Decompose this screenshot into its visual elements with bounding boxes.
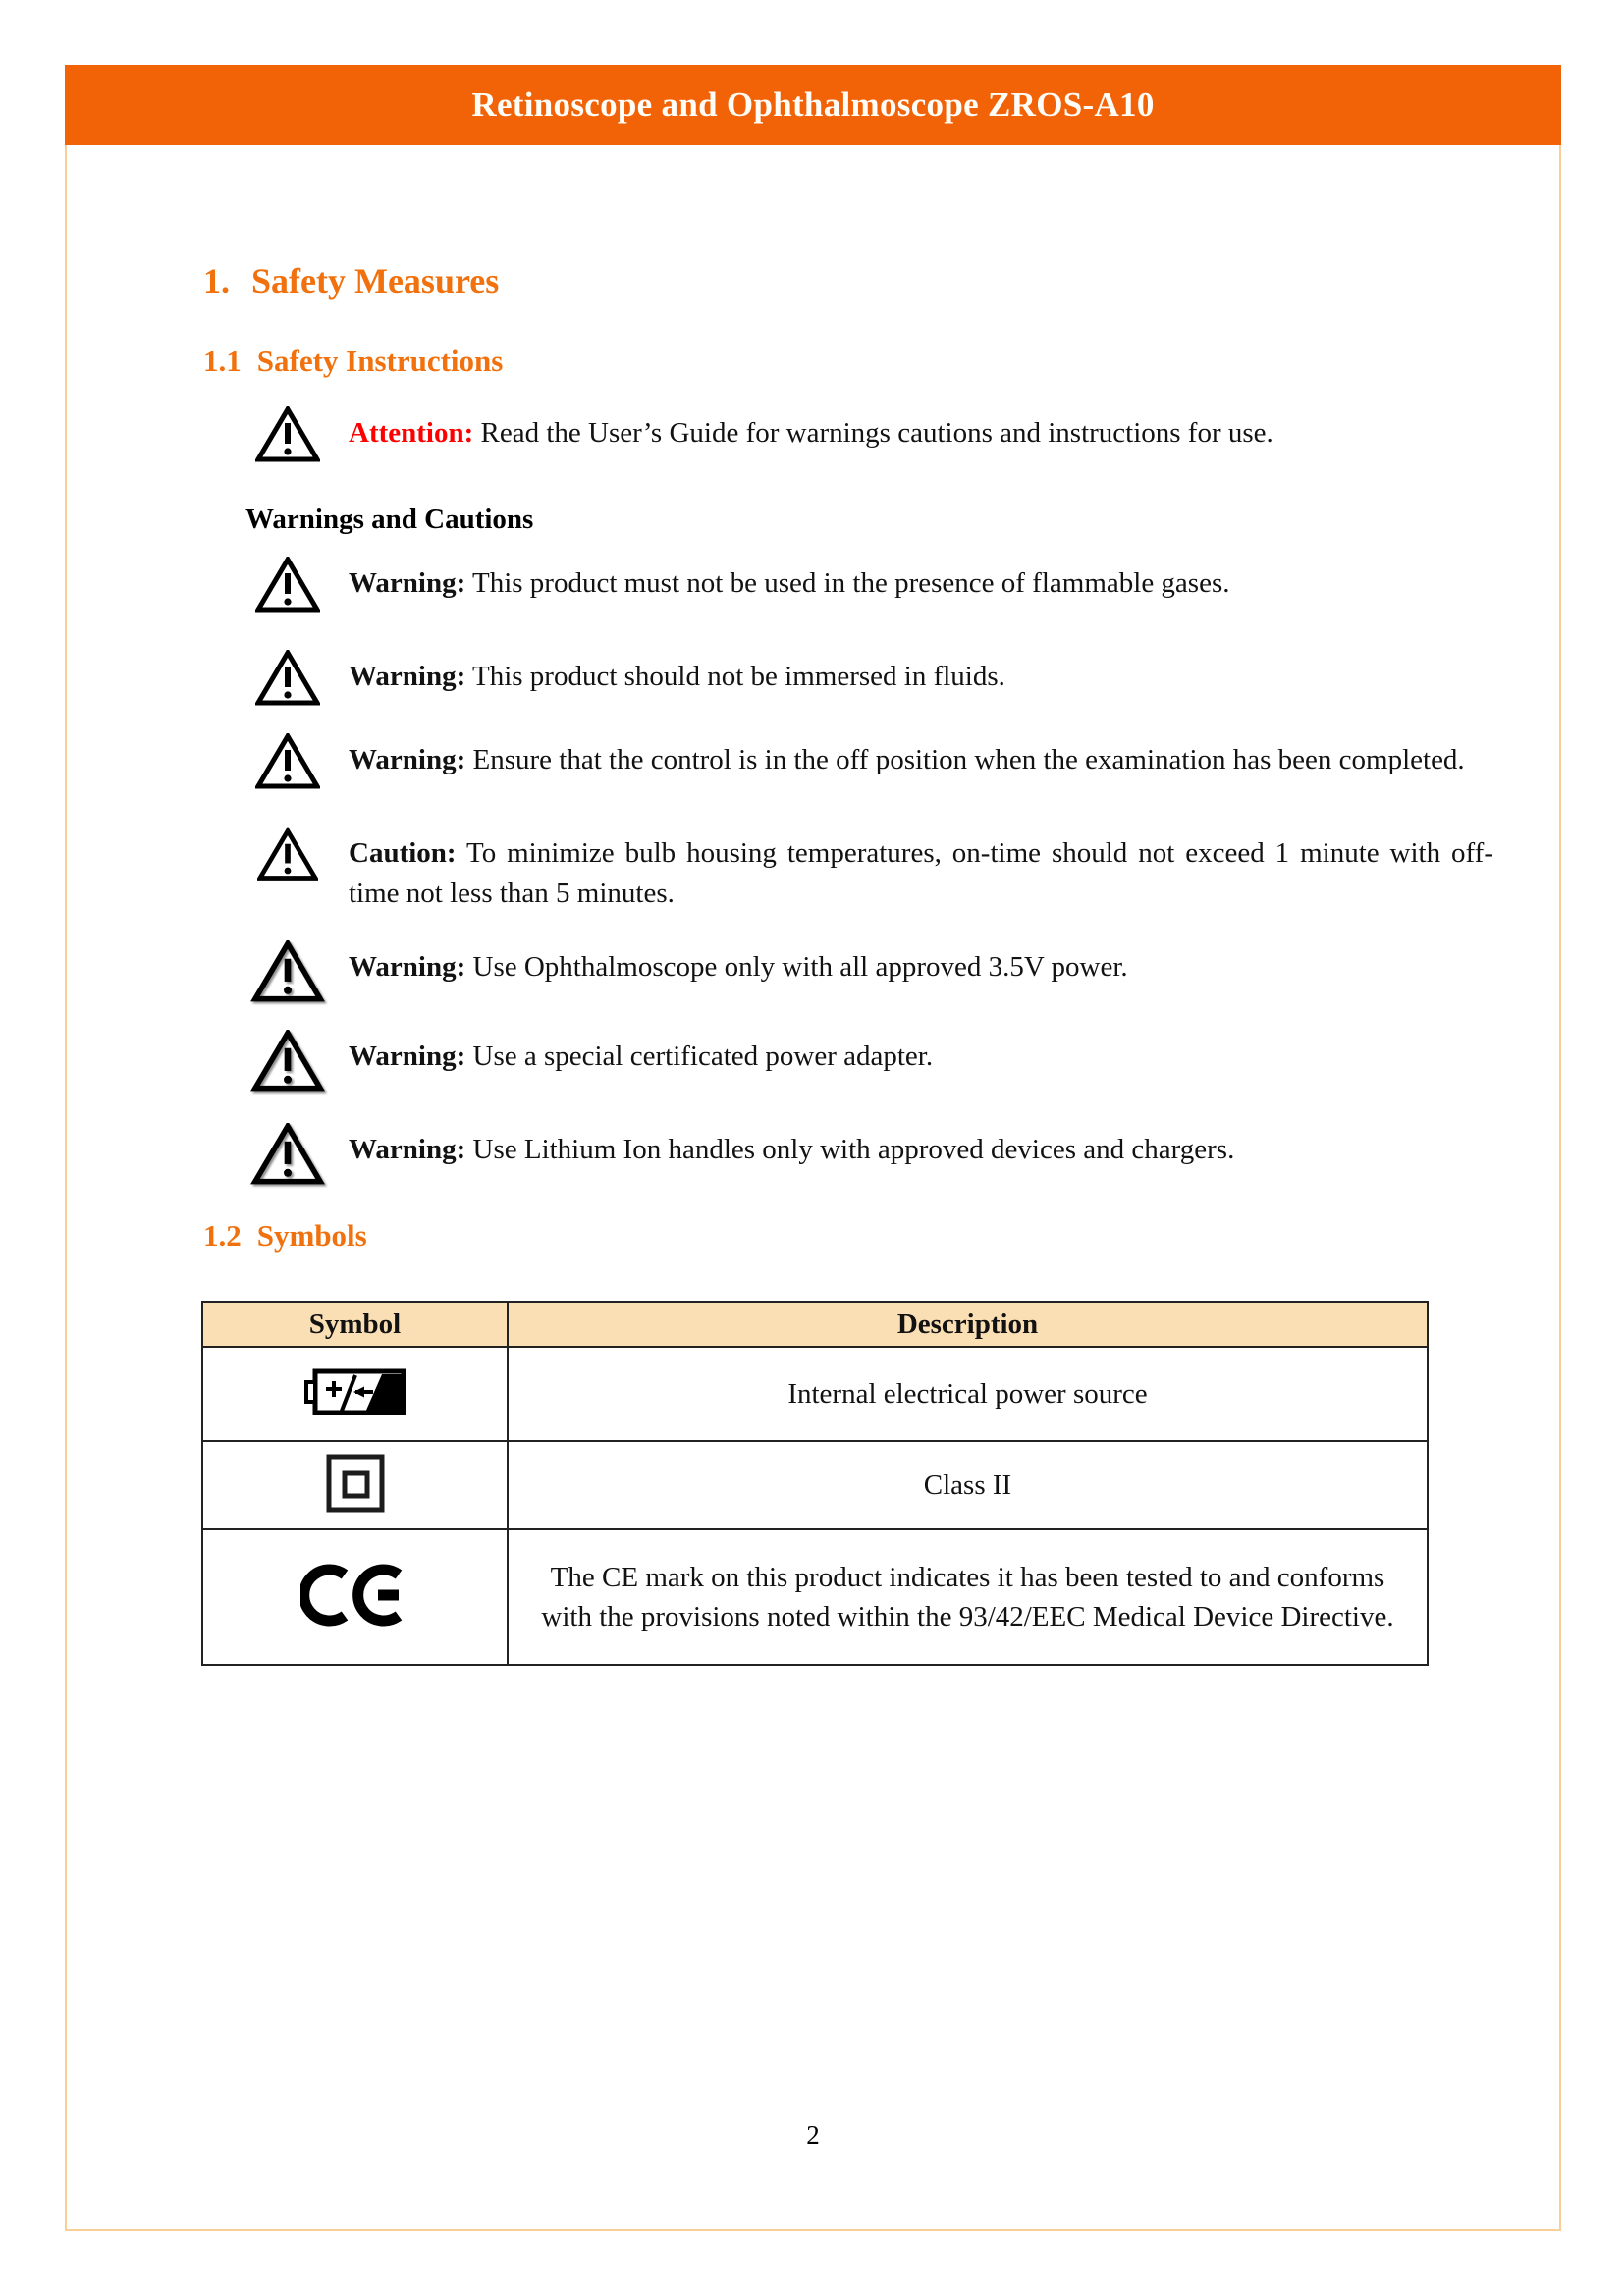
warning-item bbox=[248, 947, 1493, 1003]
caution-body: To minimize bulb housing temperatures, on-time should not exceed 1 minute with off-time not less than 5 minutes. bbox=[349, 837, 1493, 909]
warning-label: Warning: bbox=[349, 567, 466, 599]
section-title: Safety Instructions bbox=[256, 344, 504, 378]
ce-mark-icon bbox=[300, 1614, 410, 1630]
warning-label: Warning: bbox=[349, 1134, 466, 1165]
warning-item bbox=[248, 740, 1493, 790]
page-header-band bbox=[65, 65, 1561, 145]
warning-triangle-icon bbox=[248, 1030, 327, 1093]
section-number: 1.2 bbox=[203, 1218, 242, 1253]
table-row bbox=[202, 1441, 1428, 1529]
warning-item bbox=[248, 657, 1493, 707]
symbols-table bbox=[201, 1301, 1429, 1666]
warning-triangle-icon bbox=[248, 1123, 327, 1186]
page-header-title: Retinoscope and Ophthalmoscope ZROS-A10 bbox=[471, 85, 1155, 124]
warnings-cautions-heading: Warnings and Cautions bbox=[245, 504, 534, 535]
warning-body: Use Lithium Ion handles only with approved devices and chargers. bbox=[472, 1134, 1235, 1165]
attention-label: Attention: bbox=[349, 417, 474, 449]
warning-text bbox=[349, 1130, 1493, 1170]
section-heading-symbols bbox=[203, 1218, 1493, 1254]
warning-triangle-icon bbox=[248, 406, 327, 463]
warning-text bbox=[349, 947, 1493, 988]
warning-label: Warning: bbox=[349, 661, 466, 692]
warning-text bbox=[349, 1037, 1493, 1077]
warning-text bbox=[349, 657, 1493, 697]
symbol-column-header: Symbol bbox=[202, 1302, 508, 1347]
page-content bbox=[67, 260, 1559, 1666]
warning-triangle-icon bbox=[248, 940, 327, 1003]
caution-text bbox=[349, 833, 1493, 914]
symbol-description: The CE mark on this product indicates it has been tested to and conforms with the provisions noted within the 93/42/EEC Medical Device Directive. bbox=[508, 1529, 1428, 1665]
section-heading-safety-measures bbox=[203, 260, 1493, 301]
warning-body: This product must not be used in the presence of flammable gases. bbox=[471, 567, 1230, 599]
attention-body: Read the User’s Guide for warnings cautions and instructions for use. bbox=[480, 417, 1273, 449]
warning-triangle-icon bbox=[248, 733, 327, 790]
caution-label: Caution: bbox=[349, 837, 457, 869]
warning-text bbox=[349, 563, 1493, 604]
symbol-description: Internal electrical power source bbox=[508, 1347, 1428, 1441]
warning-item bbox=[248, 1130, 1493, 1186]
description-column-header: Description bbox=[508, 1302, 1428, 1347]
warning-text bbox=[349, 740, 1493, 780]
section-number: 1.1 bbox=[203, 344, 242, 378]
warning-body: Ensure that the control is in the off position when the examination has been completed. bbox=[472, 744, 1465, 775]
page-number: 2 bbox=[806, 2120, 820, 2150]
warning-item bbox=[248, 1037, 1493, 1093]
class-ii-icon bbox=[325, 1501, 386, 1518]
attention-note bbox=[248, 413, 1493, 463]
warning-label: Warning: bbox=[349, 1041, 466, 1072]
section-title: Symbols bbox=[256, 1218, 367, 1253]
section-number: 1. bbox=[203, 261, 230, 300]
symbol-description: Class II bbox=[508, 1441, 1428, 1529]
table-row bbox=[202, 1347, 1428, 1441]
warning-body: Use Ophthalmoscope only with all approved 3.5V power. bbox=[472, 951, 1128, 983]
section-title: Safety Measures bbox=[251, 261, 500, 300]
caution-item bbox=[248, 833, 1493, 914]
warning-triangle-icon bbox=[248, 557, 327, 614]
warning-triangle-icon bbox=[248, 650, 327, 707]
table-header-row bbox=[202, 1302, 1428, 1347]
warning-triangle-icon bbox=[248, 827, 327, 883]
section-heading-safety-instructions bbox=[203, 344, 1493, 379]
warning-label: Warning: bbox=[349, 951, 466, 983]
page-frame bbox=[65, 65, 1561, 2231]
warning-body: Use a special certificated power adapter. bbox=[472, 1041, 934, 1072]
attention-text bbox=[349, 413, 1493, 454]
table-row bbox=[202, 1529, 1428, 1665]
warning-item bbox=[248, 563, 1493, 614]
battery-icon bbox=[303, 1404, 407, 1420]
warning-body: This product should not be immersed in fluids. bbox=[471, 661, 1005, 692]
warning-label: Warning: bbox=[349, 744, 466, 775]
